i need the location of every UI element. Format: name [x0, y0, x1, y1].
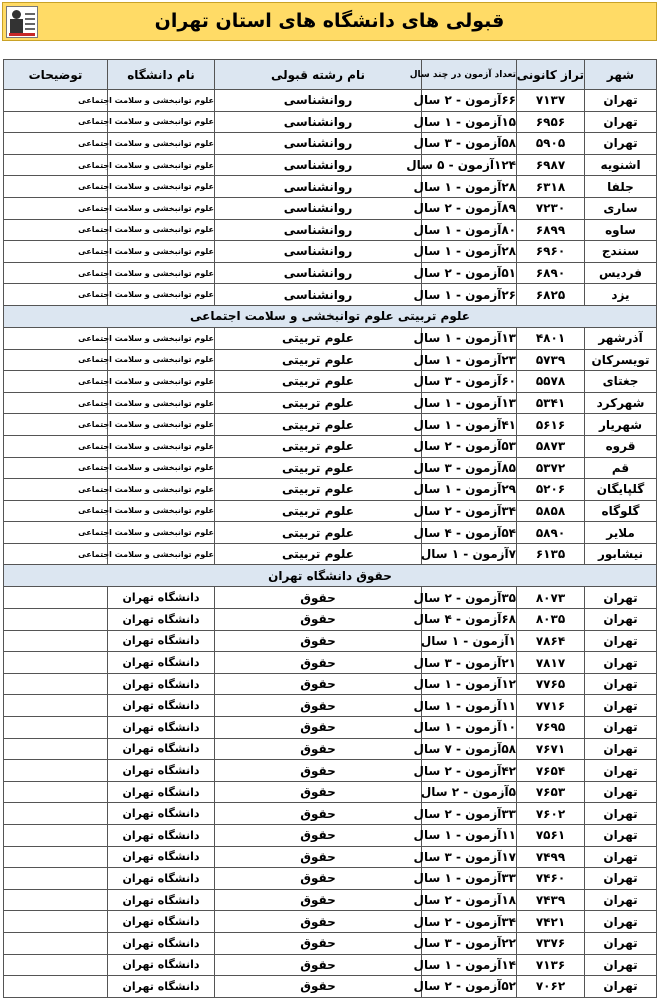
cell-university: دانشگاه تهران [108, 976, 215, 998]
cell-field: حقوق [215, 760, 422, 782]
cell-score: ۷۴۶۰ [517, 868, 585, 890]
cell-tries: ۱آزمون - ۱ سال [422, 630, 517, 652]
cell-field: حقوق [215, 803, 422, 825]
table-row [4, 500, 657, 522]
cell-university: دانشگاه تهران [108, 717, 215, 739]
cell-university: دانشگاه تهران [108, 954, 215, 976]
cell-field: حقوق [215, 954, 422, 976]
cell-score: ۷۴۲۱ [517, 911, 585, 933]
cell-score: ۵۹۰۵ [517, 133, 585, 155]
cell-tries: ۸۵آزمون - ۳ سال [422, 457, 517, 479]
cell-tries: ۲۲آزمون - ۳ سال [422, 932, 517, 954]
cell-tries: ۵آزمون - ۲ سال [422, 781, 517, 803]
cell-field: روانشناسی [215, 111, 422, 133]
cell-field: حقوق [215, 846, 422, 868]
cell-tries: ۳۳آزمون - ۱ سال [422, 868, 517, 890]
cell-field: حقوق [215, 630, 422, 652]
cell-university: علوم توانبخشی و سلامت اجتماعی [108, 522, 215, 544]
cell-notes [4, 868, 108, 890]
table-header-row [4, 60, 657, 90]
cell-university: علوم توانبخشی و سلامت اجتماعی [108, 457, 215, 479]
cell-field: علوم تربیتی [215, 371, 422, 393]
table-row [4, 587, 657, 609]
cell-tries: ۸۹آزمون - ۲ سال [422, 197, 517, 219]
cell-notes [4, 954, 108, 976]
cell-notes [4, 609, 108, 631]
cell-score: ۶۹۵۶ [517, 111, 585, 133]
cell-city: گلوگاه [585, 500, 657, 522]
cell-tries: ۴۱آزمون - ۱ سال [422, 414, 517, 436]
table-row [4, 954, 657, 976]
cell-field: علوم تربیتی [215, 457, 422, 479]
cell-university: دانشگاه تهران [108, 868, 215, 890]
cell-score: ۵۸۷۳ [517, 435, 585, 457]
table-body [4, 90, 657, 998]
cell-score: ۶۱۳۵ [517, 543, 585, 565]
table-row [4, 673, 657, 695]
cell-tries: ۱۵آزمون - ۱ سال [422, 111, 517, 133]
cell-university: علوم توانبخشی و سلامت اجتماعی [108, 154, 215, 176]
cell-notes [4, 695, 108, 717]
cell-city: تهران [585, 133, 657, 155]
cell-city: اشنویه [585, 154, 657, 176]
table-row [4, 435, 657, 457]
table-row [4, 781, 657, 803]
cell-university: دانشگاه تهران [108, 609, 215, 631]
cell-tries: ۵۲آزمون - ۲ سال [422, 976, 517, 998]
cell-university: دانشگاه تهران [108, 846, 215, 868]
cell-city: تهران [585, 911, 657, 933]
cell-score: ۷۷۱۶ [517, 695, 585, 717]
cell-notes [4, 825, 108, 847]
cell-tries: ۳۴آزمون - ۲ سال [422, 911, 517, 933]
cell-tries: ۵۳آزمون - ۲ سال [422, 435, 517, 457]
table-row [4, 717, 657, 739]
table-row [4, 976, 657, 998]
cell-city: ساری [585, 197, 657, 219]
cell-field: علوم تربیتی [215, 435, 422, 457]
cell-university: علوم توانبخشی و سلامت اجتماعی [108, 371, 215, 393]
cell-tries: ۳۵آزمون - ۲ سال [422, 587, 517, 609]
cell-tries: ۲۳آزمون - ۱ سال [422, 349, 517, 371]
cell-city: جلفا [585, 176, 657, 198]
cell-field: علوم تربیتی [215, 479, 422, 501]
cell-city: تهران [585, 954, 657, 976]
cell-field: علوم تربیتی [215, 327, 422, 349]
page-title: قبولی های دانشگاه های استان تهران [154, 10, 505, 32]
cell-score: ۷۰۶۲ [517, 976, 585, 998]
cell-score: ۶۸۲۵ [517, 284, 585, 306]
cell-field: حقوق [215, 781, 422, 803]
cell-score: ۷۱۳۶ [517, 954, 585, 976]
header-notes: توضیحات [4, 60, 108, 90]
section-heading: علوم تربیتی علوم توانبخشی و سلامت اجتماعی [4, 305, 657, 327]
cell-tries: ۱۷آزمون - ۳ سال [422, 846, 517, 868]
table-row [4, 609, 657, 631]
cell-score: ۶۸۹۰ [517, 262, 585, 284]
cell-score: ۷۱۳۷ [517, 90, 585, 112]
cell-notes [4, 781, 108, 803]
cell-notes [4, 652, 108, 674]
cell-score: ۷۴۳۹ [517, 889, 585, 911]
table-row [4, 197, 657, 219]
cell-score: ۷۵۶۱ [517, 825, 585, 847]
cell-score: ۷۶۵۴ [517, 760, 585, 782]
cell-tries: ۱۸آزمون - ۲ سال [422, 889, 517, 911]
cell-university: علوم توانبخشی و سلامت اجتماعی [108, 479, 215, 501]
cell-university: علوم توانبخشی و سلامت اجتماعی [108, 197, 215, 219]
cell-field: حقوق [215, 609, 422, 631]
cell-field: حقوق [215, 652, 422, 674]
cell-city: تهران [585, 111, 657, 133]
table-row [4, 90, 657, 112]
table-row [4, 889, 657, 911]
cell-field: روانشناسی [215, 154, 422, 176]
cell-score: ۶۹۶۰ [517, 241, 585, 263]
cell-field: حقوق [215, 889, 422, 911]
section-heading: حقوق دانشگاه تهران [4, 565, 657, 587]
cell-city: تویسرکان [585, 349, 657, 371]
table-row [4, 111, 657, 133]
cell-city: تهران [585, 673, 657, 695]
cell-tries: ۷آزمون - ۱ سال [422, 543, 517, 565]
results-table [3, 59, 657, 998]
cell-university: دانشگاه تهران [108, 652, 215, 674]
cell-score: ۸۰۷۳ [517, 587, 585, 609]
cell-notes [4, 760, 108, 782]
cell-tries: ۱۳آزمون - ۱ سال [422, 327, 517, 349]
cell-tries: ۵۸آزمون - ۳ سال [422, 133, 517, 155]
cell-field: حقوق [215, 738, 422, 760]
cell-city: تهران [585, 90, 657, 112]
table-row [4, 868, 657, 890]
cell-city: جغتای [585, 371, 657, 393]
cell-tries: ۲۸آزمون - ۱ سال [422, 176, 517, 198]
cell-score: ۷۶۷۱ [517, 738, 585, 760]
cell-city: شهریار [585, 414, 657, 436]
cell-city: تهران [585, 781, 657, 803]
table-row [4, 846, 657, 868]
cell-tries: ۲۸آزمون - ۱ سال [422, 241, 517, 263]
cell-score: ۵۲۰۶ [517, 479, 585, 501]
cell-score: ۵۸۵۸ [517, 500, 585, 522]
cell-city: ملایر [585, 522, 657, 544]
cell-university: علوم توانبخشی و سلامت اجتماعی [108, 349, 215, 371]
cell-notes [4, 911, 108, 933]
cell-tries: ۲۹آزمون - ۱ سال [422, 479, 517, 501]
cell-notes [4, 803, 108, 825]
cell-city: نیشابور [585, 543, 657, 565]
cell-tries: ۱۰آزمون - ۱ سال [422, 717, 517, 739]
table-row [4, 176, 657, 198]
cell-notes [4, 738, 108, 760]
table-row [4, 760, 657, 782]
cell-notes [4, 587, 108, 609]
table-row [4, 738, 657, 760]
cell-score: ۷۷۶۵ [517, 673, 585, 695]
cell-score: ۵۶۱۶ [517, 414, 585, 436]
cell-notes [4, 976, 108, 998]
table-row [4, 414, 657, 436]
cell-university: علوم توانبخشی و سلامت اجتماعی [108, 327, 215, 349]
table-row [4, 543, 657, 565]
cell-university: علوم توانبخشی و سلامت اجتماعی [108, 111, 215, 133]
table-row [4, 241, 657, 263]
cell-city: تهران [585, 609, 657, 631]
cell-tries: ۱۲۴آزمون - ۵ سال [422, 154, 517, 176]
table-row [4, 522, 657, 544]
table-row [4, 695, 657, 717]
cell-score: ۷۶۹۵ [517, 717, 585, 739]
cell-field: حقوق [215, 673, 422, 695]
cell-tries: ۵۱آزمون - ۲ سال [422, 262, 517, 284]
cell-field: روانشناسی [215, 90, 422, 112]
cell-score: ۸۰۳۵ [517, 609, 585, 631]
table-row [4, 133, 657, 155]
cell-field: روانشناسی [215, 176, 422, 198]
cell-city: تهران [585, 846, 657, 868]
cell-field: حقوق [215, 587, 422, 609]
cell-score: ۷۴۹۹ [517, 846, 585, 868]
cell-university: دانشگاه تهران [108, 695, 215, 717]
cell-score: ۶۹۸۷ [517, 154, 585, 176]
cell-score: ۵۳۴۱ [517, 392, 585, 414]
cell-university: علوم توانبخشی و سلامت اجتماعی [108, 284, 215, 306]
table-row [4, 457, 657, 479]
section-heading-row [4, 305, 657, 327]
table-row [4, 803, 657, 825]
cell-field: علوم تربیتی [215, 500, 422, 522]
cell-university: علوم توانبخشی و سلامت اجتماعی [108, 543, 215, 565]
cell-tries: ۸۰آزمون - ۱ سال [422, 219, 517, 241]
table-row [4, 284, 657, 306]
header-field: نام رشته قبولی [215, 60, 422, 90]
cell-score: ۵۵۷۸ [517, 371, 585, 393]
cell-tries: ۵۸آزمون - ۷ سال [422, 738, 517, 760]
cell-field: روانشناسی [215, 241, 422, 263]
cell-city: تهران [585, 587, 657, 609]
table-row [4, 371, 657, 393]
cell-city: ساوه [585, 219, 657, 241]
cell-city: تهران [585, 738, 657, 760]
cell-tries: ۱۱آزمون - ۱ سال [422, 825, 517, 847]
table-row [4, 825, 657, 847]
cell-field: حقوق [215, 932, 422, 954]
cell-university: علوم توانبخشی و سلامت اجتماعی [108, 414, 215, 436]
cell-notes [4, 846, 108, 868]
cell-tries: ۱۴آزمون - ۱ سال [422, 954, 517, 976]
cell-notes [4, 717, 108, 739]
cell-city: تهران [585, 695, 657, 717]
cell-score: ۷۲۳۰ [517, 197, 585, 219]
cell-field: روانشناسی [215, 219, 422, 241]
cell-city: تهران [585, 889, 657, 911]
cell-university: علوم توانبخشی و سلامت اجتماعی [108, 392, 215, 414]
cell-tries: ۱۲آزمون - ۱ سال [422, 673, 517, 695]
cell-tries: ۳۳آزمون - ۲ سال [422, 803, 517, 825]
cell-city: یزد [585, 284, 657, 306]
table-row [4, 154, 657, 176]
table-row [4, 932, 657, 954]
cell-university: علوم توانبخشی و سلامت اجتماعی [108, 500, 215, 522]
cell-field: روانشناسی [215, 197, 422, 219]
cell-university: دانشگاه تهران [108, 781, 215, 803]
cell-city: شهرکرد [585, 392, 657, 414]
cell-city: تهران [585, 825, 657, 847]
cell-university: دانشگاه تهران [108, 760, 215, 782]
cell-field: حقوق [215, 717, 422, 739]
cell-city: تهران [585, 868, 657, 890]
section-heading-row [4, 565, 657, 587]
cell-notes [4, 673, 108, 695]
cell-field: حقوق [215, 825, 422, 847]
cell-university: دانشگاه تهران [108, 738, 215, 760]
cell-city: تهران [585, 976, 657, 998]
cell-university: علوم توانبخشی و سلامت اجتماعی [108, 176, 215, 198]
table-row [4, 630, 657, 652]
header-city: شهر [585, 60, 657, 90]
cell-city: گلپایگان [585, 479, 657, 501]
cell-field: علوم تربیتی [215, 522, 422, 544]
title-banner [2, 2, 657, 41]
table-row [4, 392, 657, 414]
cell-score: ۶۸۹۹ [517, 219, 585, 241]
cell-tries: ۱۱آزمون - ۱ سال [422, 695, 517, 717]
cell-field: روانشناسی [215, 284, 422, 306]
table-row [4, 219, 657, 241]
cell-score: ۵۸۹۰ [517, 522, 585, 544]
cell-university: علوم توانبخشی و سلامت اجتماعی [108, 435, 215, 457]
cell-city: تهران [585, 803, 657, 825]
cell-university: علوم توانبخشی و سلامت اجتماعی [108, 262, 215, 284]
header-score: تراز کانونی [517, 60, 585, 90]
cell-field: حقوق [215, 911, 422, 933]
cell-score: ۶۳۱۸ [517, 176, 585, 198]
cell-field: حقوق [215, 868, 422, 890]
cell-tries: ۱۳آزمون - ۱ سال [422, 392, 517, 414]
table-row [4, 327, 657, 349]
cell-university: علوم توانبخشی و سلامت اجتماعی [108, 133, 215, 155]
table-row [4, 911, 657, 933]
cell-tries: ۶۰آزمون - ۳ سال [422, 371, 517, 393]
cell-tries: ۳۴آزمون - ۲ سال [422, 500, 517, 522]
cell-university: دانشگاه تهران [108, 911, 215, 933]
cell-notes [4, 630, 108, 652]
cell-city: قروه [585, 435, 657, 457]
cell-field: علوم تربیتی [215, 392, 422, 414]
header-tries: تعداد آزمون در چند سال [422, 60, 517, 90]
header-university: نام دانشگاه [108, 60, 215, 90]
cell-university: علوم توانبخشی و سلامت اجتماعی [108, 90, 215, 112]
cell-notes [4, 889, 108, 911]
cell-field: علوم تربیتی [215, 349, 422, 371]
cell-university: دانشگاه تهران [108, 587, 215, 609]
cell-score: ۷۸۶۴ [517, 630, 585, 652]
cell-tries: ۶۸آزمون - ۴ سال [422, 609, 517, 631]
cell-city: تهران [585, 630, 657, 652]
cell-university: دانشگاه تهران [108, 932, 215, 954]
cell-university: دانشگاه تهران [108, 630, 215, 652]
cell-field: علوم تربیتی [215, 414, 422, 436]
cell-field: حقوق [215, 695, 422, 717]
cell-field: روانشناسی [215, 262, 422, 284]
cell-university: علوم توانبخشی و سلامت اجتماعی [108, 241, 215, 263]
cell-tries: ۵۴آزمون - ۴ سال [422, 522, 517, 544]
table-row [4, 262, 657, 284]
cell-score: ۵۳۷۲ [517, 457, 585, 479]
cell-university: دانشگاه تهران [108, 673, 215, 695]
cell-tries: ۲۱آزمون - ۳ سال [422, 652, 517, 674]
cell-city: سنندج [585, 241, 657, 263]
cell-score: ۷۸۱۷ [517, 652, 585, 674]
cell-field: علوم تربیتی [215, 543, 422, 565]
cell-city: فردیس [585, 262, 657, 284]
cell-university: دانشگاه تهران [108, 889, 215, 911]
cell-city: قم [585, 457, 657, 479]
cell-score: ۵۷۳۹ [517, 349, 585, 371]
cell-notes [4, 932, 108, 954]
cell-score: ۷۶۵۳ [517, 781, 585, 803]
cell-tries: ۴۲آزمون - ۲ سال [422, 760, 517, 782]
cell-city: تهران [585, 760, 657, 782]
cell-university: دانشگاه تهران [108, 825, 215, 847]
cell-city: تهران [585, 932, 657, 954]
cell-tries: ۲۶آزمون - ۱ سال [422, 284, 517, 306]
cell-city: آذرشهر [585, 327, 657, 349]
cell-score: ۴۸۰۱ [517, 327, 585, 349]
cell-university: علوم توانبخشی و سلامت اجتماعی [108, 219, 215, 241]
table-row [4, 349, 657, 371]
cell-tries: ۶۶آزمون - ۲ سال [422, 90, 517, 112]
cell-field: حقوق [215, 976, 422, 998]
cell-city: تهران [585, 717, 657, 739]
cell-university: دانشگاه تهران [108, 803, 215, 825]
cell-score: ۷۶۰۲ [517, 803, 585, 825]
cell-field: روانشناسی [215, 133, 422, 155]
cell-score: ۷۳۷۶ [517, 932, 585, 954]
cell-city: تهران [585, 652, 657, 674]
table-row [4, 479, 657, 501]
table-row [4, 652, 657, 674]
